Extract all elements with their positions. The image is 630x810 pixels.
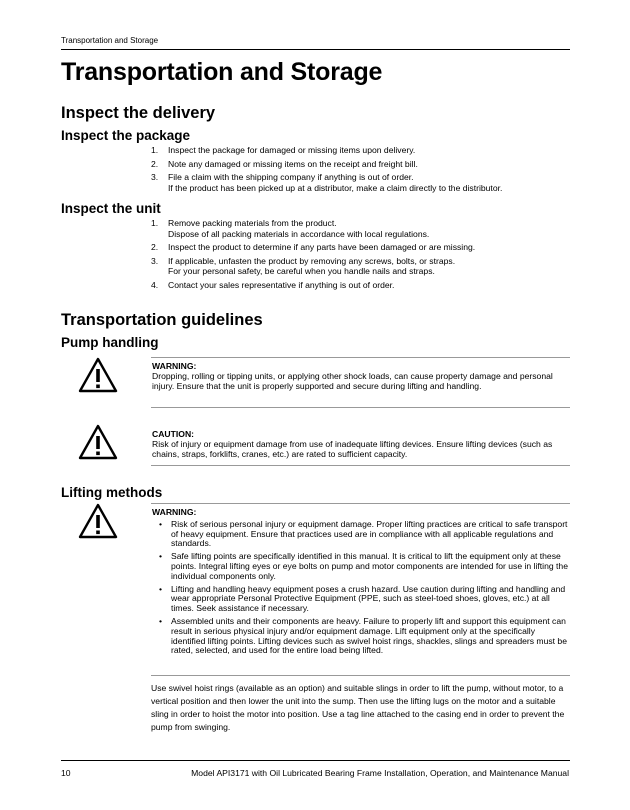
header-rule bbox=[61, 49, 570, 50]
warning-text: Dropping, rolling or tipping units, or applying other shock loads, can cause property damage and personal injury. Ensure that the unit is properly supported and secure during lifting and handling. bbox=[152, 370, 553, 391]
subsection-heading-inspect-unit: Inspect the unit bbox=[61, 201, 161, 216]
list-item: • Assembled units and their components are heavy. Failure to properly lift and support this equipment can result in serious physical injury and/or equipment damage. Lift equipment only at the specifically identified lifting points. Lifting devices such as swivel hoist rings, shackles, slings and spreaders must be rated, selected, and used for the entire load being lifted. bbox=[159, 615, 567, 656]
running-header: Transportation and Storage bbox=[61, 36, 159, 45]
list-item: 1. Inspect the package for damaged or missing items upon delivery. bbox=[151, 145, 416, 155]
warning-rule-bottom bbox=[151, 407, 570, 408]
page-title: Transportation and Storage bbox=[61, 58, 383, 86]
caution-triangle-icon bbox=[78, 424, 118, 460]
lifting-paragraph: Use swivel hoist rings (available as an option) and suitable slings in order to lift the pump, without motor, to a vertical position and then lower the unit into the sump. Then use the lifting lugs on the motor and a suitable sling in order to hoist the motor into position. Use a tag line attached to the casing end in order to prevent the pump from swinging. bbox=[151, 683, 565, 732]
list-item: 1. Remove packing materials from the product. Dispose of all packing materials in accordance with local regulations. bbox=[151, 218, 430, 239]
lifting-warning-rule-top bbox=[151, 503, 570, 504]
lifting-warning-bullets bbox=[152, 520, 568, 656]
lifting-warning bbox=[152, 508, 568, 659]
warning-label: WARNING: bbox=[152, 361, 197, 371]
lifting-warning-rule-bottom bbox=[151, 675, 570, 676]
subsection-heading-pump-handling: Pump handling bbox=[61, 335, 159, 350]
footer-rule bbox=[61, 760, 570, 761]
list-item: 2. Note any damaged or missing items on the receipt and freight bill. bbox=[151, 158, 418, 169]
warning-triangle-icon bbox=[78, 503, 118, 539]
list-item: 3. File a claim with the shipping company if anything is out of order. If the product has been picked up at a distributor, make a claim directly to the distributor. bbox=[151, 172, 503, 193]
package-steps bbox=[151, 145, 571, 196]
caution-rule-bottom bbox=[151, 465, 570, 466]
subsection-heading-inspect-package: Inspect the package bbox=[61, 128, 191, 143]
caution-text: Risk of injury or equipment damage from use of inadequate lifting devices. Ensure lifting devices (such as chains, straps, forklifts, cranes, etc.) are rated to sufficient capacity. bbox=[152, 438, 553, 459]
section-heading-inspect-delivery: Inspect the delivery bbox=[61, 104, 216, 122]
list-item: • Risk of serious personal injury or equipment damage. Proper lifting practices are critical to safe transport of heavy equipment. Ensure that practices used are in compliance with all applicable regulations and standards. bbox=[159, 518, 568, 549]
list-item: 3. If applicable, unfasten the product by removing any screws, bolts, or straps. For your personal safety, be careful when you handle nails and straps. bbox=[151, 255, 456, 276]
list-item: • Lifting and handling heavy equipment poses a crush hazard. Use caution during lifting and handling and wear appropriate Personal Protective Equipment (PPE, such as steel-toed shoes, gloves, etc.) at all times. Seek assistance if necessary. bbox=[159, 583, 566, 614]
section-heading-transportation: Transportation guidelines bbox=[61, 311, 263, 329]
page-number: 10 bbox=[61, 768, 71, 778]
list-item: 4. Contact your sales representative if anything is out of order. bbox=[151, 279, 395, 290]
list-item: 2. Inspect the product to determine if any parts have been damaged or are missing. bbox=[151, 242, 476, 252]
warning-triangle-icon bbox=[78, 357, 118, 393]
pump-handling-warning bbox=[152, 362, 568, 391]
list-item: • Safe lifting points are specifically identified in this manual. It is critical to lift the equipment only at these points. Integral lifting eyes or eye bolts on pump and motor components are intended for use in lifting the individual components only. bbox=[159, 551, 568, 581]
warning-rule-top bbox=[151, 357, 570, 358]
caution-label: CAUTION: bbox=[152, 429, 195, 439]
warning-label: WARNING: bbox=[152, 507, 197, 517]
pump-handling-caution bbox=[152, 430, 568, 459]
subsection-heading-lifting-methods: Lifting methods bbox=[61, 485, 163, 500]
footer-doc-title: Model API3171 with Oil Lubricated Bearing Frame Installation, Operation, and Maintenance Manual bbox=[191, 768, 569, 778]
unit-steps bbox=[151, 218, 571, 293]
